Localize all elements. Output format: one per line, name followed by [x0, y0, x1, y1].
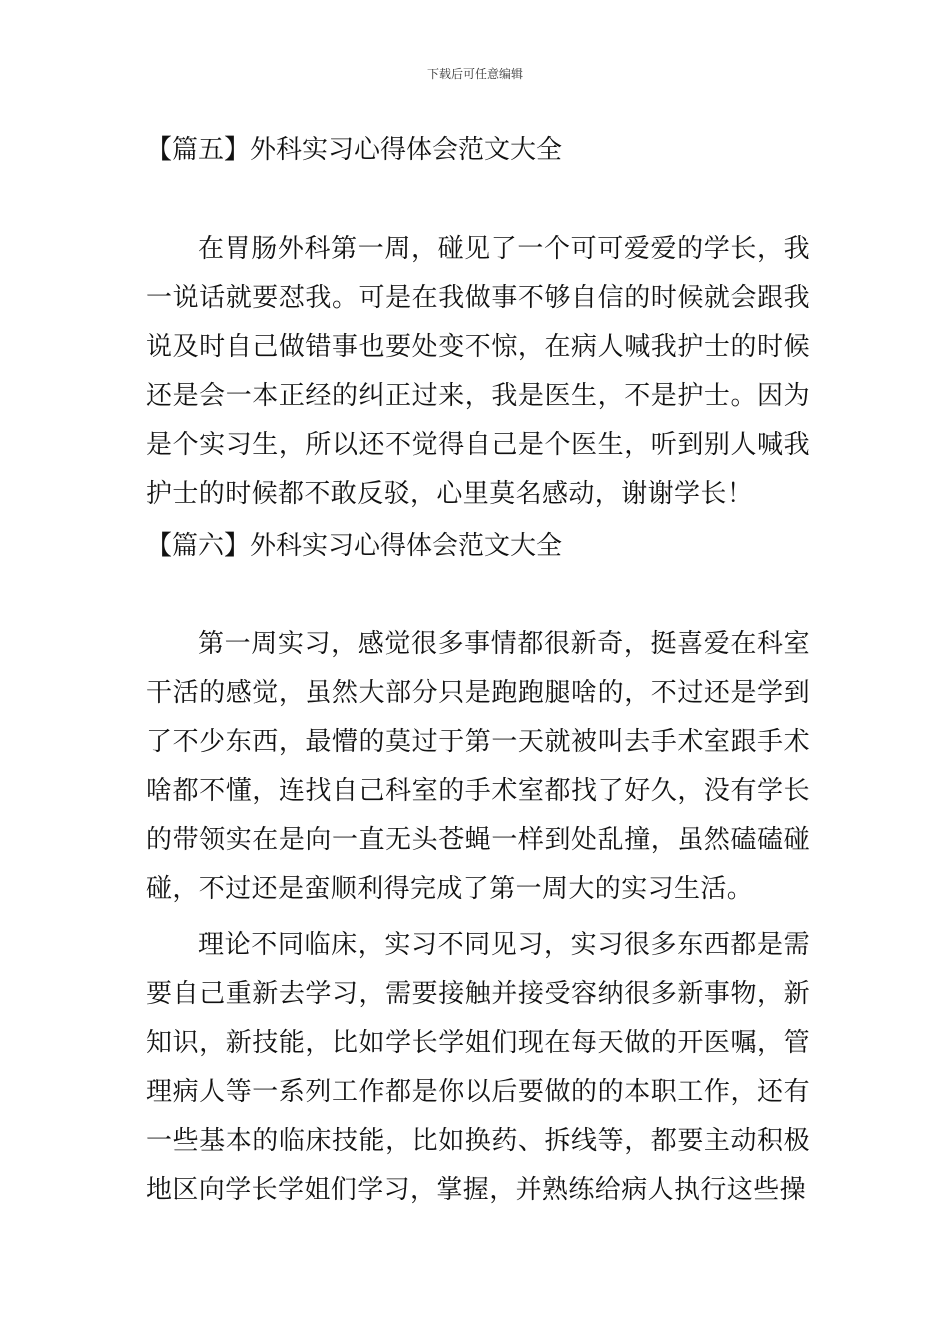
page-header-note: 下载后可任意编辑 [426, 67, 523, 81]
section-6-paragraph-1: 第一周实习，感觉很多事情都很新奇，挺喜爱在科室干活的感觉，虽然大部分只是跑跑腿啥的，不过还是学到了不少东西，最懵的莫过于第一天就被叫去手术室跟手术啥都不懂，连找自己科室的手术室都找了好久，没有学长的带领实在是向一直无头苍蝇一样到处乱撞，虽然磕磕碰碰，不过还是蛮顺利得完成了第一周大的实习生活。 [146, 629, 810, 904]
section-heading-5: 【篇五】外科实习心得体会范文大全 [146, 135, 563, 165]
section-heading-6: 【篇六】外科实习心得体会范文大全 [146, 531, 563, 561]
section-6-paragraph-2: 理论不同临床，实习不同见习，实习很多东西都是需要自己重新去学习，需要接触并接受容纳很多新事物，新知识，新技能，比如学长学姐们现在每天做的开医嘱，管理病人等一系列工作都是你以后要做的的本职工作，还有一些基本的临床技能，比如换药、拆线等，都要主动积极地区向学长学姐们学习，掌握，并熟练给病人执行这些操 [146, 930, 810, 1205]
section-5-paragraph: 在胃肠外科第一周，碰见了一个可可爱爱的学长，我一说话就要怼我。可是在我做事不够自信的时候就会跟我说及时自己做错事也要处变不惊，在病人喊我护士的时候还是会一本正经的纠正过来，我是医生，不是护士。因为是个实习生，所以还不觉得自己是个医生，听到别人喊我护士的时候都不敢反驳，心里莫名感动，谢谢学长！ [146, 234, 810, 509]
